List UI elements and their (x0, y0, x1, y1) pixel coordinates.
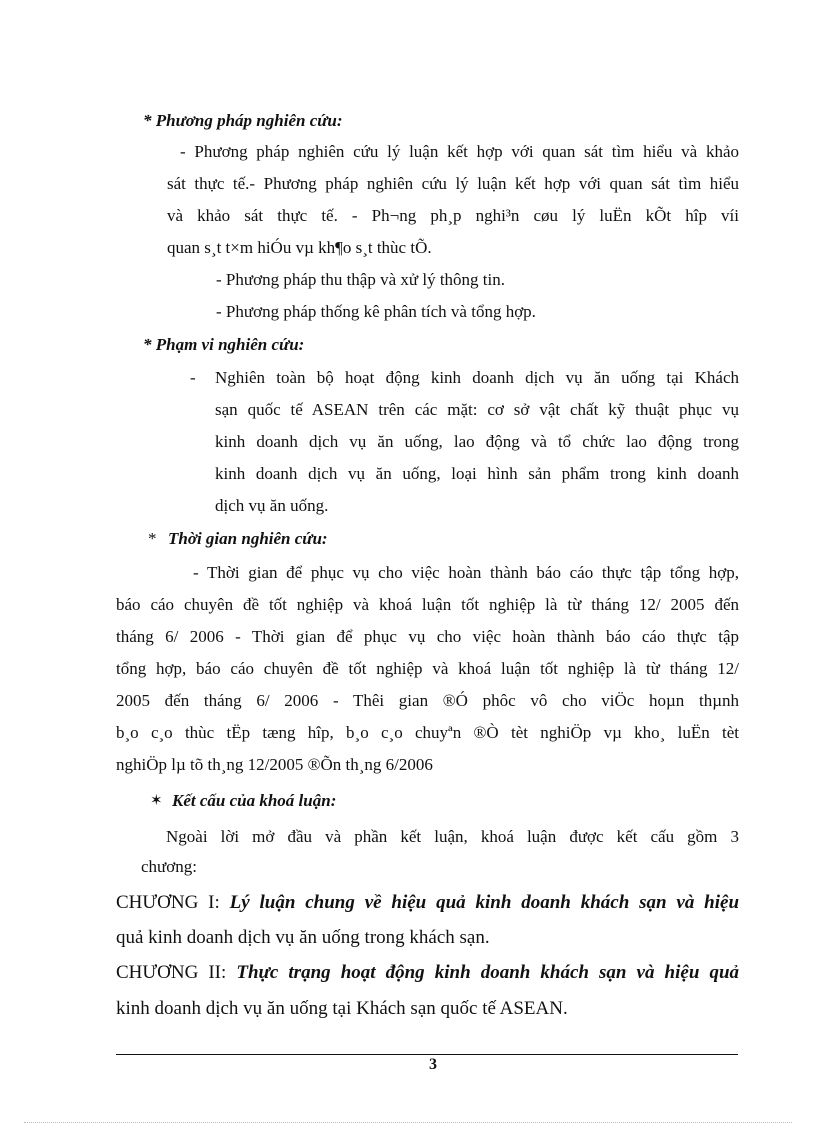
structure-line: chương: (141, 857, 197, 876)
chapter-1-title: Lý luận chung về hiệu quả kinh doanh khách sạn và hiệu (229, 892, 740, 913)
scope-line: kinh doanh dịch vụ ăn uống, loại hình sản phẩm trong kinh doanh (215, 464, 739, 483)
time-line: b¸o c¸o thùc tËp tæng hîp, b¸o c¸o chuyªn ®Ò tèt nghiÖp vµ kho¸ luËn tèt (116, 723, 739, 742)
chapter-2-line-1 (116, 961, 739, 985)
time-line: nghiÖp lµ tõ th¸ng 12/2005 ®Õn th¸ng 6/2006 (116, 755, 433, 774)
chapter-2-title: Thực trạng hoạt động kinh doanh khách sạn và hiệu quả (236, 962, 740, 983)
scope-bullet: - (190, 368, 196, 387)
time-marker: * (148, 529, 157, 548)
page-number: 3 (429, 1056, 437, 1073)
method-line: và khảo sát thực tế. - Ph¬ng ph¸p nghi³n cøu lý luËn kÕt hîp víi (167, 206, 739, 225)
scope-line: dịch vụ ăn uống. (215, 496, 329, 515)
method-line: - Phương pháp thu thập và xử lý thông tin. (216, 270, 506, 289)
method-line: - Phương pháp thống kê phân tích và tổng hợp. (216, 302, 536, 321)
scope-heading: * Phạm vi nghiên cứu: (143, 335, 305, 354)
scope-line: kinh doanh dịch vụ ăn uống, lao động và tổ chức lao động trong (215, 432, 739, 451)
time-line: 2005 đến tháng 6/ 2006 - Thêi gian ®Ó phôc vô cho viÖc hoµn thµnh (116, 691, 739, 710)
time-heading: Thời gian nghiên cứu: (168, 529, 328, 548)
structure-line: Ngoài lời mở đầu và phần kết luận, khoá luận được kết cấu gồm 3 (166, 827, 739, 846)
chapter-2-label: CHƯƠNG II: (116, 962, 227, 983)
chapter-2-title-cont: kinh doanh dịch vụ ăn uống tại Khách sạn quốc tế ASEAN. (116, 998, 568, 1019)
structure-marker-icon: ✶ (150, 793, 163, 809)
method-line: quan s¸t t×m hiÓu vµ kh¶o s¸t thùc tÕ. (167, 238, 432, 257)
time-line: báo cáo chuyên đề tốt nghiệp và khoá luận tốt nghiệp là từ tháng 12/ 2005 đến (116, 595, 739, 614)
chapter-1-line-1 (116, 891, 739, 915)
method-line: - Phương pháp nghiên cứu lý luận kết hợp với quan sát tìm hiểu và khảo (180, 142, 739, 161)
time-line: tháng 6/ 2006 - Thời gian để phục vụ cho việc hoàn thành báo cáo thực tập (116, 627, 739, 646)
scope-line: sạn quốc tế ASEAN trên các mặt: cơ sở vật chất kỹ thuật phục vụ (215, 400, 739, 419)
method-line: sát thực tế.- Phương pháp nghiên cứu lý luận kết hợp với quan sát tìm hiểu (167, 174, 739, 193)
chapter-1-title-cont: quả kinh doanh dịch vụ ăn uống trong khách sạn. (116, 927, 490, 948)
scope-line: Nghiên toàn bộ hoạt động kinh doanh dịch vụ ăn uống tại Khách (215, 368, 739, 387)
method-heading: * Phương pháp nghiên cứu: (143, 111, 343, 130)
time-line: - Thời gian để phục vụ cho việc hoàn thành báo cáo thực tập tổng hợp, (193, 563, 739, 582)
chapter-1-label: CHƯƠNG I: (116, 892, 220, 913)
structure-heading: Kết cấu của khoá luận: (172, 791, 337, 810)
time-line: tổng hợp, báo cáo chuyên đề tốt nghiệp và khoá luận tốt nghiệp là từ tháng 12/ (116, 659, 739, 678)
